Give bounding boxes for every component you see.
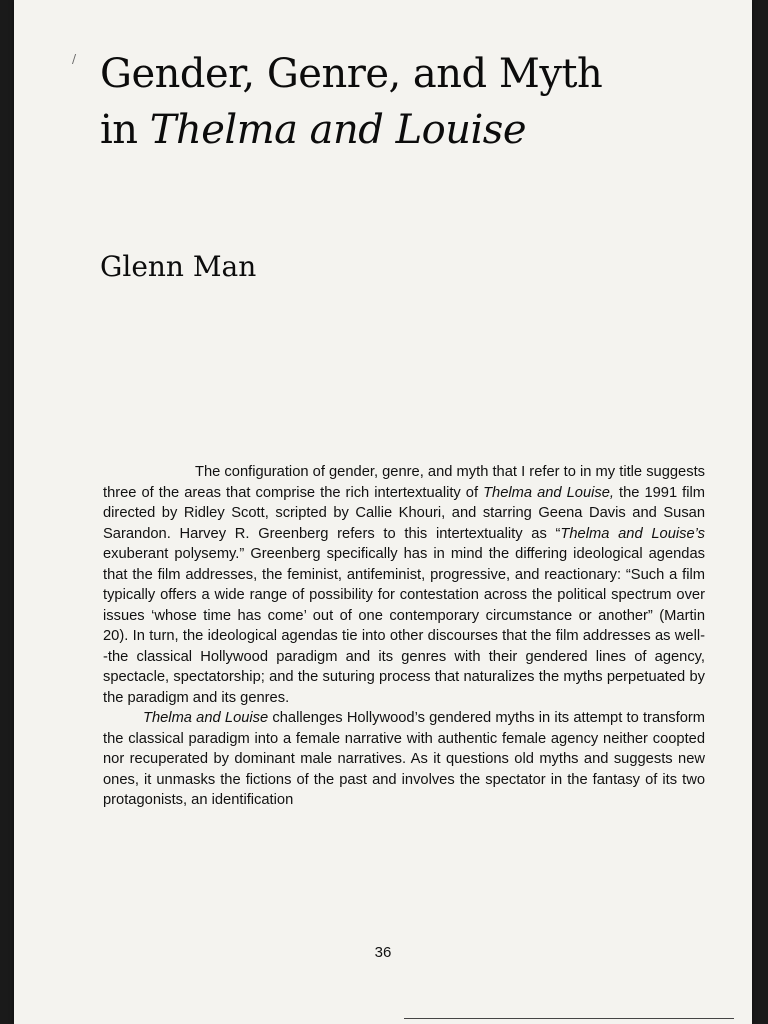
- article-body: [103, 462, 705, 811]
- p2-film-title: Thelma and Louise: [143, 710, 269, 726]
- page-number: 36: [374, 944, 392, 961]
- document-page: [14, 0, 752, 1024]
- p1-text-a: The configuration of gender, genre, and myth that I refer to in my title suggests three of the areas that comprise the rich intertextuality of: [103, 464, 705, 501]
- p1-text-c: the 1991 film directed by Ridley Scott, scripted by Callie Khouri, and starring Geena Davis and Susan Sarandon. Harvey R. Greenberg refers to this intertextuality as “: [103, 484, 705, 542]
- p1-film-title: Thelma and Louise,: [483, 484, 614, 501]
- p2-text-b: challenges Hollywood’s gendered myths in its attempt to transform the classical paradigm into a female narrative with authentic female agency neither coopted nor recuperated by dominant male narratives. As it questions old myths and suggests new ones, it unmasks the fictions of the past and involves the spectator in the fantasy of its two protagonists, an identification: [103, 710, 705, 808]
- scan-edge-line: [404, 1018, 734, 1019]
- paragraph-1: [103, 462, 705, 708]
- scan-speck: /: [72, 52, 77, 66]
- title-line-2-italic: Thelma and Louise: [149, 107, 527, 153]
- p1-film-title-possessive: Thelma and Louise’s: [560, 525, 705, 542]
- article-title: [100, 46, 720, 158]
- paragraph-2: [103, 708, 705, 811]
- author-name: Glenn Man: [100, 250, 257, 283]
- p1-text-e: exuberant polysemy.” Greenberg specifically has in mind the differing ideological agendas that the film addresses, the feminist, antifeminist, progressive, and reactionary: “Such a film typically offers a wide range of possibility for contestation across the political spectrum over issues ‘whose time has come’ out of one contemporary circumstance or another” (Martin 20). In turn, the ideological agendas tie into other discourses that the film addresses as well--the classical Hollywood paradigm and its genres with their gendered lines of agency, spectacle, spectatorship; and the suturing process that naturalizes the myths perpetuated by the paradigm and its genres.: [103, 546, 705, 706]
- title-line-1: Gender, Genre, and Myth: [100, 51, 603, 97]
- title-line-2-prefix: in: [100, 107, 150, 153]
